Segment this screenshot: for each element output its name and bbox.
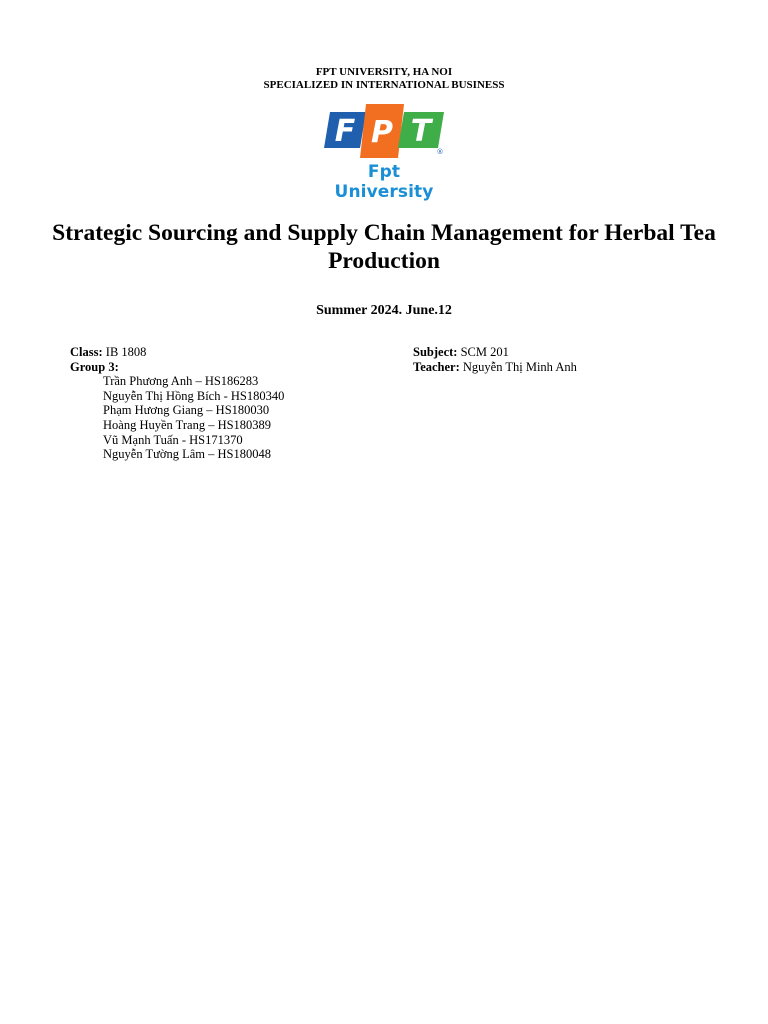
group-member-list: [70, 374, 390, 462]
document-title: Strategic Sourcing and Supply Chain Management for Herbal Tea Production: [52, 220, 716, 274]
teacher-row: [413, 360, 733, 375]
class-row: [70, 345, 390, 360]
group-member: Nguyễn Thị Hồng Bích - HS180340: [103, 388, 285, 403]
logo-letter-t: T: [410, 114, 432, 149]
group-member: Hoàng Huyền Trang – HS180389: [103, 417, 272, 432]
class-value: IB 1808: [102, 345, 147, 359]
fpt-university-logo: [318, 102, 450, 202]
teacher-label: Teacher:: [413, 359, 460, 374]
document-date: Summer 2024. June.12: [316, 303, 452, 318]
subject-teacher-info: [413, 345, 733, 374]
fpt-logo-mark: [318, 102, 450, 162]
group-member: Nguyễn Tường Lâm – HS180048: [103, 447, 272, 462]
group-member: Trần Phương Anh – HS186283: [103, 374, 259, 389]
logo-letter-p: P: [371, 115, 393, 150]
subject-label: Subject:: [413, 345, 458, 359]
header-specialization: SPECIALIZED IN INTERNATIONAL BUSINESS: [263, 78, 505, 91]
group-member: Vũ Mạnh Tuấn - HS171370: [103, 432, 243, 447]
logo-letter-f: F: [334, 114, 356, 149]
group-member: Phạm Hương Giang – HS180030: [103, 403, 270, 418]
class-group-info: [70, 345, 390, 462]
group-row: [70, 360, 390, 375]
class-label: Class:: [70, 345, 103, 359]
university-header: [0, 66, 768, 91]
teacher-value: Nguyễn Thị Minh Anh: [459, 359, 577, 374]
logo-registered-mark: ®: [436, 148, 444, 156]
logo-caption: Fpt University: [334, 162, 434, 202]
header-university-name: FPT UNIVERSITY, HA NOI: [315, 66, 453, 78]
group-label: Group 3:: [70, 359, 119, 374]
subject-row: [413, 345, 733, 360]
subject-value: SCM 201: [457, 345, 509, 359]
